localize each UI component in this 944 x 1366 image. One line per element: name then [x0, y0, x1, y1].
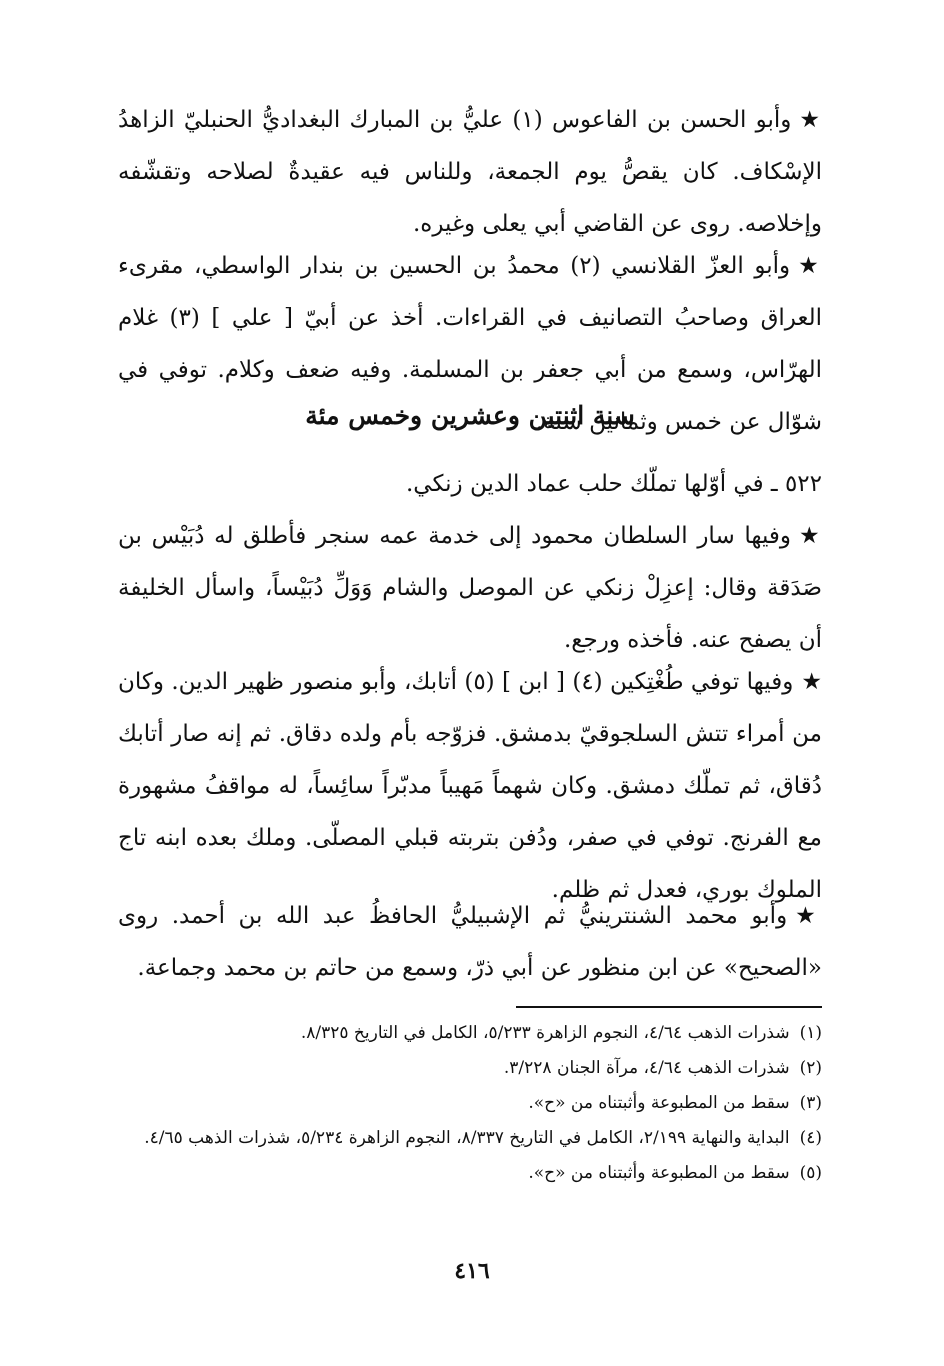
- star-icon: ★: [799, 107, 822, 133]
- entry-text: وأبو محمد الشنترينيُّ ثم الإشبيليُّ الحافظُ عبد الله بن أحمد. روى «الصحيح» عن ابن منظور عن أبي ذرّ، وسمع من حاتم بن محمد وجماعة.: [118, 903, 822, 981]
- year-line-text: ٥٢٢ ـ في أوّلها تملّك حلب عماد الدين زنكي.: [405, 471, 822, 497]
- footnote-text: سقط من المطبوعة وأثبتناه من «ح».: [528, 1163, 790, 1183]
- footnote-text: سقط من المطبوعة وأثبتناه من «ح».: [528, 1093, 790, 1113]
- star-icon: ★: [799, 523, 822, 549]
- footnote-divider: [516, 1006, 822, 1008]
- entry-text: وأبو العزّ القلانسي (٢) محمدُ بن الحسين بن بندار الواسطي، مقرىء العراق وصاحبُ التصانيف في القراءات. أخذ عن أبيّ [ علي ] (٣) غلام الهرّاس، وسمع من أبي جعفر بن المسلمة. وفيه ضعف وكلام. توفي في شوّال عن خمس وثمانين سنة.: [118, 253, 822, 435]
- footnote-text: شذرات الذهب ٤/٦٤، مرآة الجنان ٣/٢٢٨.: [503, 1058, 790, 1078]
- entry-text: وفيها توفي طُغْتِكين (٤) [ ابن ] (٥) أتابك، وأبو منصور ظهير الدين. وكان من أمراء تتش السلجوقيّ بدمشق. فزوّجه بأم ولده دقاق. ثم إنه صار أتابك دُقاق، ثم تملّك دمشق. وكان شهماً مَهيباً مدبّراً سائِساً، له مواقفُ مشهورة مع الفرنج. توفي في صفر، ودُفن بتربته قبلي المصلّى. وملك بعده ابنه تاج الملوك بوري، فعدل ثم ظلم.: [118, 669, 822, 903]
- footnote-number: (٢): [799, 1058, 822, 1078]
- footnote: [118, 1121, 822, 1156]
- footnotes: [118, 1016, 822, 1191]
- entry-paragraph: [118, 656, 822, 916]
- footnote-number: (٣): [799, 1093, 822, 1113]
- footnote-number: (٥): [799, 1163, 822, 1183]
- entry-paragraph: [118, 510, 822, 666]
- footnote: [118, 1086, 822, 1121]
- entry-text: وفيها سار السلطان محمود إلى خدمة عمه سنجر فأطلق له دُبَيْس بن صَدَقة وقال: إعزِلْ زنكي عن الموصل والشام وَوَلِّ دُبَيْساً، واسأل الخليفة أن يصفح عنه. فأخذه ورجع.: [118, 523, 822, 653]
- entry-paragraph: [118, 94, 822, 250]
- footnote-text: البداية والنهاية ٢/١٩٩، الكامل في التاريخ ٨/٣٣٧، النجوم الزاهرة ٥/٢٣٤، شذرات الذهب ٤/٦٥.: [144, 1128, 790, 1148]
- entry-paragraph: [118, 890, 822, 994]
- footnote: [118, 1016, 822, 1051]
- year-line: [118, 458, 822, 510]
- footnote-number: (١): [799, 1023, 822, 1043]
- star-icon: ★: [795, 903, 822, 929]
- footnote-text: شذرات الذهب ٤/٦٤، النجوم الزاهرة ٥/٢٣٣، الكامل في التاريخ ٨/٣٢٥.: [300, 1023, 790, 1043]
- entry-text: وأبو الحسن بن الفاعوس (١) عليُّ بن المبارك البغداديُّ الحنبليّ الزاهدُ الإسْكاف. كان يقصُّ يوم الجمعة، وللناس فيه عقيدةٌ لصلاحه وتقشّفه وإخلاصه. روى عن القاضي أبي يعلى وغيره.: [118, 107, 822, 237]
- footnote-number: (٤): [799, 1128, 822, 1148]
- star-icon: ★: [798, 253, 822, 279]
- star-icon: ★: [801, 669, 822, 695]
- page-number: ٤١٦: [454, 1258, 490, 1284]
- footnote: [118, 1156, 822, 1191]
- footnote: [118, 1051, 822, 1086]
- year-heading: سنة اثنتين وعشرين وخمس مئة: [305, 401, 635, 430]
